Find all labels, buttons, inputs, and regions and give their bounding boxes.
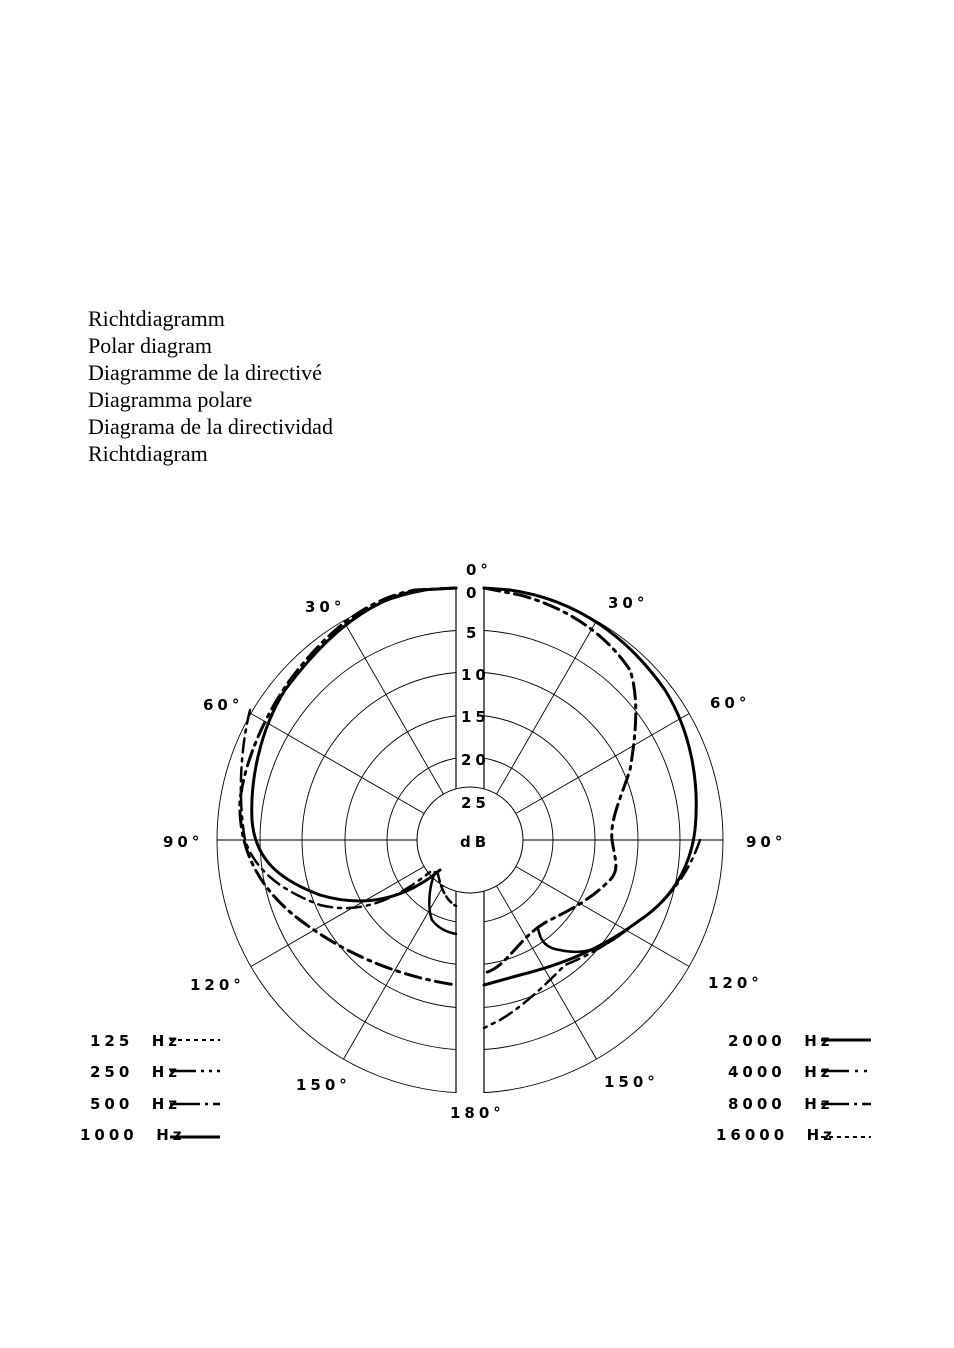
db-unit-label: dB <box>460 833 491 851</box>
angle-label-30-right: 30° <box>608 594 649 612</box>
legend-1000hz-label: 1000 Hz <box>80 1126 186 1144</box>
angle-label-150-left: 150° <box>296 1076 351 1094</box>
angle-label-60-right: 60° <box>710 694 751 712</box>
db-label-5: 5 <box>466 624 481 642</box>
legend-125hz-label: 125 Hz <box>90 1032 182 1050</box>
db-label-0: 0 <box>466 584 481 602</box>
legend-4000hz-label: 4000 Hz <box>728 1063 834 1081</box>
db-label-15: 15 <box>461 708 490 726</box>
db-label-20: 20 <box>461 751 490 769</box>
angle-label-120-right: 120° <box>708 974 763 992</box>
curve-2000hz <box>484 588 696 985</box>
legend-left <box>80 1032 220 1144</box>
db-label-10: 10 <box>461 666 490 684</box>
legend-2000hz-label: 2000 Hz <box>728 1032 834 1050</box>
angle-label-30-left: 30° <box>305 598 346 616</box>
title-english: Polar diagram <box>88 333 213 358</box>
angle-label-90-right: 90° <box>746 833 787 851</box>
title-french: Diagramme de la directivé <box>88 360 322 385</box>
angle-label-150-right: 150° <box>604 1073 659 1091</box>
angle-label-60-left: 60° <box>203 696 244 714</box>
angle-label-0: 0° <box>466 561 492 579</box>
title-dutch: Richtdiagram <box>88 441 208 466</box>
title-spanish: Diagrama de la directividad <box>88 414 333 439</box>
curve-4000hz <box>484 588 636 973</box>
angle-label-180: 180° <box>450 1104 505 1122</box>
legend-500hz-label: 500 Hz <box>90 1095 182 1113</box>
angle-label-90-left: 90° <box>163 833 204 851</box>
legend-250hz-label: 250 Hz <box>90 1063 182 1081</box>
legend-right <box>716 1032 871 1144</box>
db-label-25: 25 <box>461 794 490 812</box>
legend-16000hz-label: 16000 Hz <box>716 1126 836 1144</box>
legend-8000hz-label: 8000 Hz <box>728 1095 834 1113</box>
title-german: Richtdiagramm <box>88 306 225 331</box>
angle-label-120-left: 120° <box>190 976 245 994</box>
curve-500hz <box>240 588 456 985</box>
title-italian: Diagramma polare <box>88 387 253 412</box>
